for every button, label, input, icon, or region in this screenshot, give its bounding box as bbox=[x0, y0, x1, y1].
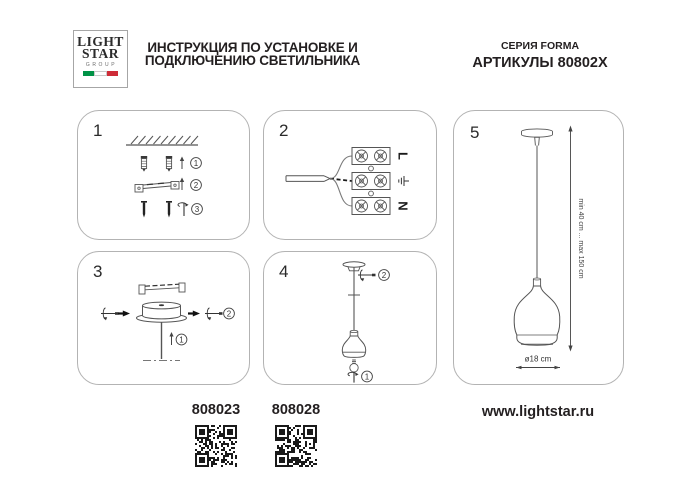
series-label: СЕРИЯ FORMA bbox=[500, 40, 580, 52]
article-number-2: 808028 bbox=[271, 402, 321, 418]
panel-step-1 bbox=[77, 110, 250, 240]
wire-live bbox=[330, 156, 352, 179]
diameter-label: ø18 cm bbox=[524, 354, 552, 364]
lamp-shade bbox=[514, 278, 560, 345]
label-neutral: N bbox=[395, 201, 411, 211]
step-marker-1 bbox=[169, 332, 187, 345]
step-marker-2 bbox=[224, 308, 235, 319]
light-bulb-icon bbox=[350, 360, 358, 372]
screwdriver-turn-icon bbox=[358, 270, 376, 281]
panel-number: 3 bbox=[93, 262, 103, 281]
title-line-2: ПОДКЛЮЧЕНИЮ СВЕТИЛЬНИКА bbox=[144, 52, 361, 68]
step-marker-2 bbox=[180, 178, 202, 191]
panel-number: 4 bbox=[279, 262, 289, 281]
svg-text:1: 1 bbox=[193, 158, 199, 168]
svg-text:1: 1 bbox=[364, 372, 370, 382]
step-marker-3 bbox=[192, 204, 203, 215]
canopy-icon bbox=[522, 129, 553, 146]
panel-step-3 bbox=[77, 251, 250, 385]
panel-number: 5 bbox=[470, 123, 480, 142]
arrow-right-icon bbox=[118, 311, 130, 317]
lamp-shade bbox=[342, 330, 365, 357]
panel-2-diagram bbox=[264, 111, 436, 239]
title-line-1: ИНСТРУКЦИЯ ПО УСТАНОВКЕ И bbox=[147, 40, 358, 55]
svg-text:2: 2 bbox=[193, 180, 199, 190]
wall-plug-icon bbox=[141, 156, 147, 172]
screwdriver-turn-icon bbox=[101, 308, 119, 320]
supply-cable bbox=[286, 176, 330, 182]
panel-3-diagram bbox=[78, 252, 249, 384]
panel-number: 1 bbox=[93, 121, 103, 140]
svg-text:1: 1 bbox=[179, 335, 184, 345]
panel-5-diagram bbox=[454, 111, 623, 384]
screwdriver-turn-icon bbox=[178, 203, 189, 217]
panel-step-4 bbox=[263, 251, 437, 385]
panel-step-2 bbox=[263, 110, 437, 240]
qr-code-1 bbox=[193, 423, 239, 469]
height-range-label: min 40 cm ... max 150 cm bbox=[577, 198, 584, 279]
panel-1-diagram bbox=[78, 111, 249, 239]
lightstar-logo bbox=[73, 30, 128, 88]
screw-icon bbox=[166, 202, 172, 218]
wire-neutral bbox=[330, 179, 352, 206]
article-number-1: 808023 bbox=[191, 402, 241, 418]
height-dimension bbox=[568, 126, 584, 352]
earth-symbol-icon bbox=[399, 176, 409, 186]
screw-icon bbox=[141, 202, 147, 218]
logo-word-star: STAR bbox=[81, 46, 119, 61]
svg-text:3: 3 bbox=[194, 204, 200, 214]
canopy-icon bbox=[137, 302, 187, 322]
svg-text:2: 2 bbox=[226, 309, 232, 319]
arrow-right-icon bbox=[188, 311, 200, 317]
label-live: L bbox=[395, 152, 411, 160]
mounting-bracket-icon bbox=[139, 283, 185, 294]
page-title bbox=[140, 42, 365, 67]
terminal-block-icon bbox=[352, 148, 390, 215]
panel-dimensions bbox=[453, 110, 624, 385]
panel-4-diagram bbox=[264, 252, 436, 384]
logo-word-light: LIGHT bbox=[77, 34, 124, 49]
ceiling-icon bbox=[126, 136, 198, 145]
svg-text:2: 2 bbox=[381, 270, 387, 280]
step-marker-2 bbox=[379, 270, 390, 281]
screwdriver-turn-icon bbox=[348, 372, 359, 383]
screwdriver-turn-icon bbox=[205, 308, 223, 320]
italian-flag-icon bbox=[83, 71, 119, 76]
articles-label: АРТИКУЛЫ 80802X bbox=[472, 55, 608, 71]
step-marker-1 bbox=[362, 371, 373, 382]
step-marker-1 bbox=[180, 157, 202, 170]
series-block bbox=[455, 40, 625, 71]
diameter-dimension bbox=[516, 355, 560, 370]
mounting-bracket-icon bbox=[135, 182, 179, 193]
logo-word-group: GROUP bbox=[85, 62, 118, 68]
qr-code-2 bbox=[273, 423, 319, 469]
panel-number: 2 bbox=[279, 121, 289, 140]
wall-plug-icon bbox=[166, 156, 172, 172]
website-url: www.lightstar.ru bbox=[481, 404, 595, 420]
